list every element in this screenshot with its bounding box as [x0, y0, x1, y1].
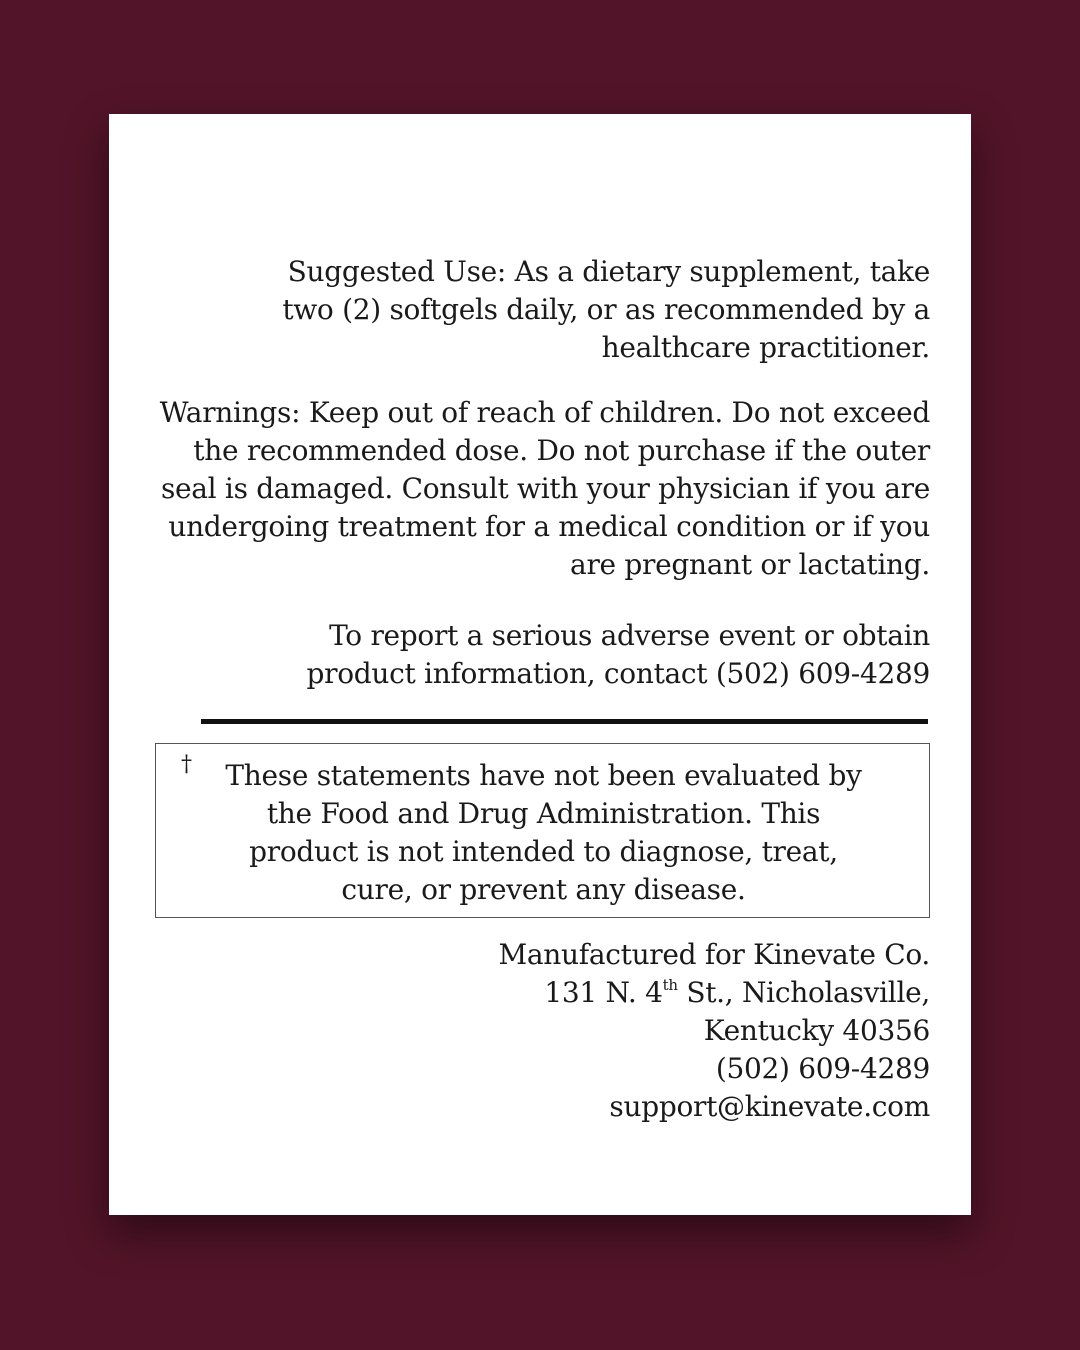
suggested-use-text	[282, 253, 930, 367]
fda-disclaimer-text	[156, 757, 931, 909]
warnings-line: seal is damaged. Consult with your physician if you are	[160, 472, 930, 505]
warnings-line: are pregnant or lactating.	[570, 548, 930, 581]
manufacturer-state-zip: Kentucky 40356	[703, 1014, 930, 1047]
suggested-use-line: healthcare practitioner.	[601, 331, 930, 364]
section-divider	[201, 719, 928, 724]
address-ordinal: th	[662, 976, 678, 994]
disclaimer-line: product is not intended to diagnose, treat,	[249, 835, 838, 868]
report-line: To report a serious adverse event or obtain	[329, 619, 930, 652]
address-suffix: St., Nicholasville,	[677, 976, 930, 1009]
supplement-label-panel	[109, 114, 971, 1215]
warnings-line: the recommended dose. Do not purchase if the outer	[193, 434, 930, 467]
manufacturer-address	[499, 974, 930, 1012]
manufacturer-name: Manufactured for Kinevate Co.	[498, 938, 930, 971]
suggested-use-line: two (2) softgels daily, or as recommended by a	[282, 293, 930, 326]
address-prefix: 131 N. 4	[544, 976, 663, 1009]
manufacturer-email: support@kinevate.com	[609, 1090, 930, 1123]
disclaimer-line: the Food and Drug Administration. This	[266, 797, 821, 830]
report-line: product information, contact (502) 609-4289	[306, 657, 930, 690]
warnings-line: undergoing treatment for a medical condition or if you	[168, 510, 930, 543]
disclaimer-line: These statements have not been evaluated by	[225, 759, 862, 792]
adverse-event-contact-text	[307, 617, 931, 693]
warnings-text	[160, 394, 930, 584]
warnings-line: Warnings: Keep out of reach of children. Do not exceed	[159, 396, 930, 429]
dagger-symbol: †	[181, 752, 192, 777]
manufacturer-phone: (502) 609-4289	[715, 1052, 930, 1085]
suggested-use-line: Suggested Use: As a dietary supplement, take	[287, 255, 930, 288]
manufacturer-info	[499, 936, 930, 1126]
disclaimer-line: cure, or prevent any disease.	[341, 873, 746, 906]
fda-disclaimer-box	[155, 743, 930, 918]
